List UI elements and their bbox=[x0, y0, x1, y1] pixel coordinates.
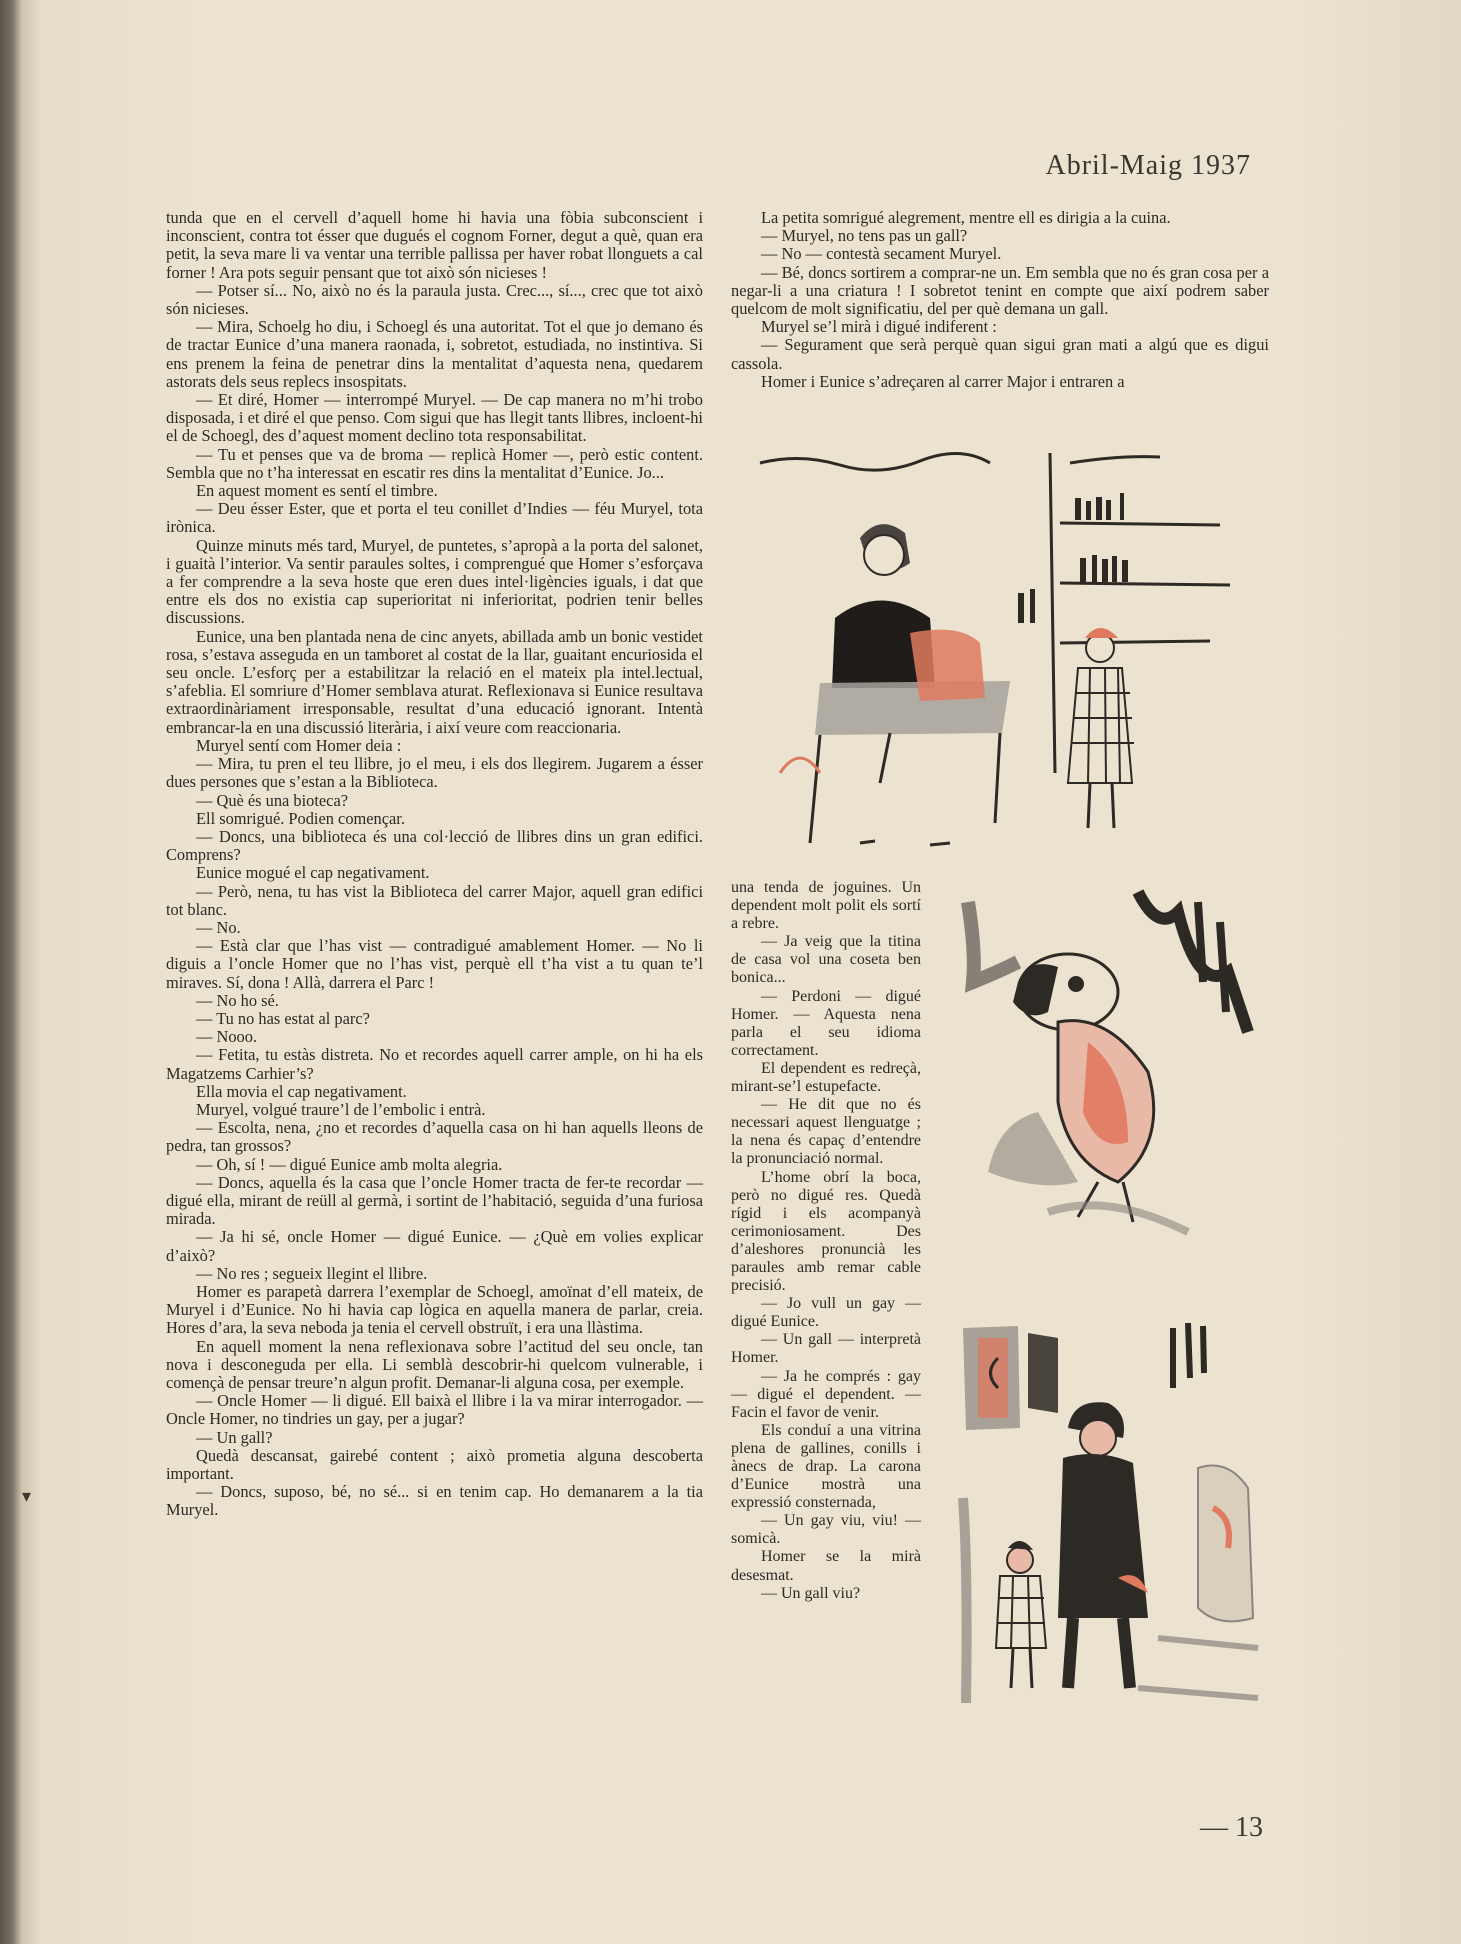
paragraph: — No — contestà secament Muryel. bbox=[761, 244, 1002, 264]
paragraph: — Un gall — interpretà Homer. bbox=[731, 1331, 921, 1367]
paragraph: Muryel sentí com Homer deia : bbox=[196, 735, 402, 755]
paragraph: — Doncs, aquella és la casa que l’oncle Homer tracta de fer-te recordar — digué ella, mirant de reüll al germà, i sortint de l’habitació, seguida d’una furiosa mirada. bbox=[166, 1172, 703, 1229]
text-column-left bbox=[166, 209, 703, 1520]
paragraph: — Bé, doncs sortirem a comprar-ne un. Em sembla que no és gran cosa per a negar-li a una criatura ! I sobretot tenint en compte que així podrem saber quelcom de molt significatiu, del per què demana un gall. bbox=[731, 262, 1269, 319]
paragraph: Ell somrigué. Podien començar. bbox=[196, 808, 405, 828]
paragraph: — Et diré, Homer — interrompé Muryel. — De cap manera no m’hi trobo disposada, i et diré el que penso. Com sigui que has llegit tants llibres, incloent-hi el de Schoegl, des d’aquest moment declino tota responsabilitat. bbox=[166, 390, 703, 446]
paragraph: — Tu no has estat al parc? bbox=[196, 1008, 370, 1028]
paragraph: — No ho sé. bbox=[196, 990, 279, 1010]
paragraph: — Està clar que l’has vist — contradigué amablement Homer. — No li diguis a l’oncle Homer que no l’has vist, perquè ell t’ha vist a tu quan te’l miraves. Sí, dona ! Allà, darrera el Parc ! bbox=[166, 936, 703, 992]
paragraph: — Però, nena, tu has vist la Biblioteca del carrer Major, aquell gran edifici tot blanc. bbox=[166, 881, 703, 919]
paragraph: Homer se la mirà desesmat. bbox=[731, 1548, 921, 1584]
paragraph: — Oh, sí ! — digué Eunice amb molta alegria. bbox=[196, 1154, 503, 1174]
paragraph: — Doncs, una biblioteca és una col·lecció de llibres dins un gran edifici. Comprens? bbox=[166, 826, 703, 865]
paragraph: Muryel se’l mirà i digué indiferent : bbox=[761, 317, 997, 337]
paragraph: — Ja hi sé, oncle Homer — digué Eunice. — ¿Què em volies explicar d’això? bbox=[166, 1227, 703, 1265]
illustration-street-scene bbox=[958, 1318, 1268, 1706]
paragraph: El dependent es redreçà, mirant-se’l estupefacte. bbox=[731, 1059, 921, 1096]
binding-mark: ▾ bbox=[22, 1486, 32, 1507]
running-header: Abril-Maig 1937 bbox=[1045, 150, 1251, 181]
paragraph: — He dit que no és necessari aquest llenguatge ; la nena és capaç d’entendre la pronunciació normal. bbox=[731, 1096, 921, 1168]
paragraph: — Què és una bioteca? bbox=[196, 790, 349, 810]
paragraph: — Fetita, tu estàs distreta. No et recordes aquell carrer ample, on hi ha els Magatzems Carhier’s? bbox=[166, 1045, 703, 1083]
paragraph: — Deu ésser Ester, que et porta el teu conillet d’Indies — féu Muryel, tota irònica. bbox=[166, 499, 703, 537]
paragraph: — Ja veig que la titina de casa vol una coseta ben bonica... bbox=[731, 933, 921, 987]
page-number: — 13 bbox=[1200, 1812, 1263, 1843]
paragraph: — Un gall viu? bbox=[761, 1584, 861, 1602]
paragraph: Eunice, una ben plantada nena de cinc anyets, abillada amb un bonic vestidet rosa, s’estava asseguda en un tamboret al costat de la llar, guaitant encuriosida el seu oncle. L’esforç per a estabilitzar la relació en el mateix pla intel.lectual, s’afeblia. El somriure d’Homer semblava aturat. Reflexionava si Eunice resultava extraordinàriament irresponsable, resultat d’una educació ignorant. Intentà embrancar-la en una discussió literària, i així veure com reaccionaria. bbox=[166, 626, 703, 737]
paragraph: — No res ; segueix llegint el llibre. bbox=[196, 1263, 428, 1283]
paragraph: — Oncle Homer — li digué. Ell baixà el llibre i la va mirar interrogador. — Oncle Homer, no tindries un gay, per a jugar? bbox=[166, 1391, 703, 1429]
paragraph: Quinze minuts més tard, Muryel, de puntetes, s’apropà a la porta del salonet, i guaità l’interior. Va sentir paraules soltes, i comprengué que Homer s’esforçava a fer comprendre a la seva hoste que eren dues intel·ligències iguals, i dat que entre els dos no existia cap superioritat ni inferioritat, podrien tenir belles discussions. bbox=[166, 535, 703, 628]
paragraph: — Perdoni — digué Homer. — Aquesta nena parla el seu idioma correctament. bbox=[731, 987, 921, 1059]
paragraph: Quedà descansat, gairebé content ; això prometia alguna descoberta important. bbox=[166, 1445, 703, 1484]
paragraph: — Ja he comprés : gay — digué el dependent. — Facin el favor de venir. bbox=[731, 1367, 921, 1421]
paragraph: Homer i Eunice s’adreçaren al carrer Major i entraren a bbox=[761, 371, 1125, 391]
paragraph: — Doncs, suposo, bé, no sé... si en tenim cap. Ho demanarem a la tia Muryel. bbox=[166, 1482, 703, 1520]
paragraph: tunda que en el cervell d’aquell home hi havia una fòbia subconscient i inconscient, contra tot ésser que dugués el cognom Forner, degut a què, quan era petit, la seva mare li va ventar una terrible pallissa per haver robat llonguets a cal forner ! Ara pots seguir pensant que tot això són nicieses ! bbox=[166, 208, 703, 282]
paragraph: Eunice mogué el cap negativament. bbox=[196, 863, 430, 883]
paragraph: Ella movia el cap negativament. bbox=[196, 1081, 407, 1101]
paragraph: — Mira, tu pren el teu llibre, jo el meu, i els dos llegirem. Jugarem a ésser dues persones que s’estan a la Biblioteca. bbox=[166, 754, 703, 792]
paragraph: — Un gall? bbox=[196, 1427, 273, 1447]
paragraph: — Un gay viu, viu! — somicà. bbox=[731, 1512, 921, 1548]
paragraph: — Jo vull un gay — digué Eunice. bbox=[731, 1295, 921, 1331]
paragraph: En aquest moment es sentí el timbre. bbox=[196, 481, 438, 501]
paragraph: — Mira, Schoelg ho diu, i Schoegl és una autoritat. Tot el que jo demano és de tractar Eunice d’una manera raonada, i, sobretot, estudiada, no instintiva. Si ens prenem la feina de penetrar dins la mentalitat d’aquesta nena, quedarem astorats dels seus replecs insospitats. bbox=[166, 317, 703, 391]
text-column-right-top bbox=[731, 209, 1269, 391]
text-column-right-narrow bbox=[731, 879, 921, 1603]
illustration-toy-rooster bbox=[958, 872, 1268, 1242]
paragraph: una tenda de joguines. Un dependent molt polit els sortí a rebre. bbox=[731, 879, 921, 933]
paragraph: — Segurament que serà perquè quan sigui gran mati a algú que es digui cassola. bbox=[731, 335, 1269, 373]
paragraph: Homer es parapetà darrera l’exemplar de Schoegl, amoïnat d’ell mateix, de Muryel i d’Eunice. No hi havia cap lògica en aquella manera de parlar, creia. Hores d’ara, la seva neboda ja tenia el cervell obstruït, i era una llàstima. bbox=[166, 1281, 703, 1338]
paragraph: — Tu et penses que va de broma — replicà Homer —, però estic content. Sembla que no t’ha interessat en escatir res dins la mentalitat d’Eunice. Jo... bbox=[166, 444, 703, 482]
paragraph: — Nooo. bbox=[196, 1027, 258, 1047]
paragraph: — No. bbox=[196, 917, 241, 937]
illustration-shop-counter bbox=[740, 443, 1270, 851]
paragraph: — Escolta, nena, ¿no et recordes d’aquella casa on hi han aquells lleons de pedra, tan grossos? bbox=[166, 1118, 703, 1156]
paragraph: L’home obrí la boca, però no digué res. Quedà rígid i els acompanyà cerimoniosament. Des d’aleshores pronuncià les paraules amb remar cable precisió. bbox=[731, 1168, 921, 1295]
paragraph: Els conduí a una vitrina plena de gallines, conills i ànecs de drap. La carona d’Eunice mostrà una expressió consternada, bbox=[731, 1421, 921, 1512]
paragraph: — Potser sí... No, això no és la paraula justa. Crec..., sí..., crec que tot això són nicieses. bbox=[166, 280, 703, 319]
paragraph: Muryel, volgué traure’l de l’embolic i entrà. bbox=[196, 1099, 486, 1119]
paragraph: En aquell moment la nena reflexionava sobre l’actitud del seu oncle, tan nova i desconeguda per ella. Li semblà descobrir-hi quelcom vulnerable, i començà de pensar treure’n algun profit. Demanar-li alguna cosa, per exemple. bbox=[166, 1336, 703, 1392]
paragraph: — Muryel, no tens pas un gall? bbox=[761, 226, 968, 246]
paragraph: La petita somrigué alegrement, mentre ell es dirigia a la cuina. bbox=[761, 208, 1171, 227]
